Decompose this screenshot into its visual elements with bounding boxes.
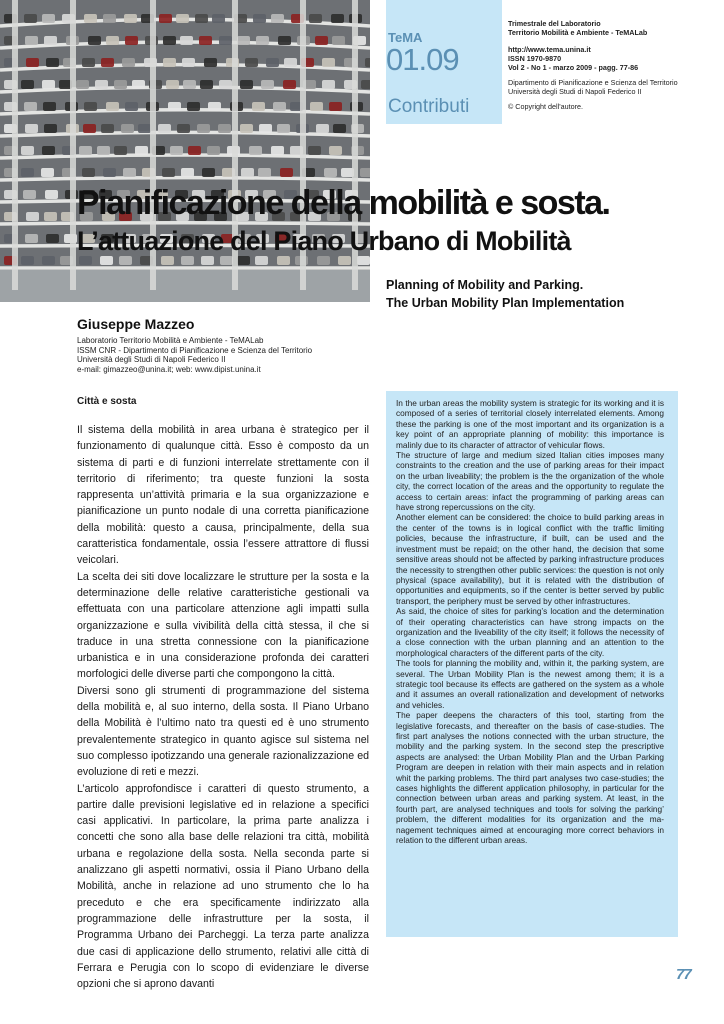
author-name: Giuseppe Mazzeo bbox=[77, 316, 195, 332]
english-abstract-box bbox=[386, 391, 678, 937]
affiliation-line3: Università degli Studi di Napoli Federico II bbox=[77, 355, 226, 364]
english-title-line2: The Urban Mobility Plan Implementation bbox=[386, 296, 625, 310]
english-abstract bbox=[396, 398, 664, 845]
journal-dept2: Università degli Studi di Napoli Federico II bbox=[508, 87, 642, 96]
journal-info-line2: Territorio Mobilità e Ambiente - TeMALab bbox=[508, 28, 648, 37]
affiliation-line1: Laboratorio Territorio Mobilità e Ambiente - TeMALab bbox=[77, 336, 264, 345]
english-title bbox=[386, 276, 624, 312]
italian-body bbox=[77, 422, 369, 992]
journal-copyright: © Copyright dell'autore. bbox=[508, 102, 583, 111]
italian-paragraph: Diversi sono gli strumenti di programmazione del sistema della mobilità e, al suo interno, della sosta. Il Piano Urbano della Mobilità è l’ultimo nato tra questi ed è uno strumento prevalentemente strategico in quanto agisce sul sistema nel suo complesso ipotizzando una generale razionalizzazione ed evoluzione di reti e mezzi. bbox=[77, 684, 369, 779]
article-title-line1: Pianificazione della mobilità e sosta. bbox=[77, 184, 610, 222]
italian-column bbox=[77, 396, 369, 992]
page-number: 77 bbox=[676, 966, 691, 983]
journal-masthead bbox=[386, 0, 502, 124]
affiliation-line2: ISSM CNR - Dipartimento di Pianificazione e Scienza del Territorio bbox=[77, 345, 313, 355]
author-contact: e-mail: gimazzeo@unina.it; web: www.dipist.unina.it bbox=[77, 364, 261, 374]
abstract-paragraph: The tools for planning the mobility and, within it, the parking system, are several. The Urban Mobility Plan is the newest among them; it is a strategic tool because its effects are gathered on the system as a whole and it assumes an overall rationalization and development of networks and vehicles. bbox=[396, 658, 664, 710]
article-title-line2: L’attuazione del Piano Urbano di Mobilità bbox=[77, 226, 571, 256]
journal-name: TeMA bbox=[388, 30, 423, 45]
abstract-paragraph: The structure of large and medium sized Italian cities imposes many constraints to the creation and the use of parking areas for their impact on the urban liveability; the problem is the the organization of the whole city, the correct location of the areas and the opportunity to regulate the access to certain areas: infact the programming of parking areas can have strong repercussions on the city. bbox=[396, 450, 664, 513]
journal-url: http://www.tema.unina.it bbox=[508, 45, 591, 54]
english-title-line1: Planning of Mobility and Parking. bbox=[386, 278, 584, 292]
abstract-paragraph: As said, the choice of sites for parking’s location and the determination of their operating characteristics can have strong impacts on the organization and the liveability of the city itself; it follows the necessity of a close connection with the urban planning and an attention to the morphological characters of the different parts of the city. bbox=[396, 606, 664, 658]
journal-issn: ISSN 1970-9870 bbox=[508, 54, 562, 63]
abstract-paragraph: The paper deepens the characters of this tool, starting from the legislative forecasts, and thereafter on the basis of case-studies. The first part analyses the notions connected with the urban structure, the mobility and the parking system. In the second step the prescriptive aspects are analysed: the Urban Mobility Plan and the Urban Parking Program are deepen in relation with their main aspects and in relation whit the parking problems. The third part analyses two case-studies; the cases highlights the different application philosophy, in particular for the connection between urban areas and parking system. At least, in the fourth part, are analysed techniques and tools for solving the parking’ problem, the different modalities for its organization and the ma-nagement techniques aimed at encouraging more correct behaviors in relation to the different urban areas. bbox=[396, 710, 664, 846]
journal-section: Contributi bbox=[388, 96, 470, 117]
author-affiliation bbox=[77, 336, 312, 374]
journal-issue: 01.09 bbox=[386, 42, 459, 77]
journal-info bbox=[508, 19, 718, 111]
journal-dept1: Dipartimento di Pianificazione e Scienza del Territorio bbox=[508, 78, 678, 87]
section-heading: Città e sosta bbox=[77, 396, 137, 407]
italian-paragraph: L’articolo approfondisce i caratteri di questo strumento, a partire dalle previsioni legislative ed in relazione a specifici casi applicativi. In particolare, la prima parte analizza i concetti che sono alla base delle relazioni tra città, mobilità urbana e regolazione della sosta. Nella seconda parte si analizzano gli aspetti normativi, ossia il Piano Urbano della Mobilità, anche in relazione ad uno strumento che lo ha preceduto e che era specificamente indirizzato alla programmazione delle infrastrutture per la sosta, il Programma Urbano dei Parcheggi. La terza parte analizza due casi di applicazione dello strumento, relativi alle città di Ferrara e Perugia con lo scopo di evidenziare le diverse opzioni che si aprono davanti bbox=[77, 782, 369, 991]
abstract-paragraph: Another element can be considered: the choice to build parking areas in the center of the towns is in logical conflict with the traffic limiting policies, because the infrastructure, if built, can be used and the investment must be repaid; on the other hand, the decision that some sensitive areas should not be affected by parking infrastructure produces the necessity to strengthen other public services: the question is not only physical (space availability), but it is related with the distribution of opportunities and equipments, so if the center is better served by public transport, the periphery must be served by other infrastructures. bbox=[396, 512, 664, 606]
italian-paragraph: La scelta dei siti dove localizzare le strutture per la sosta e la determinazione delle relative caratteristiche gestionali va effettuata con una particolare attenzione agli impatti sulla organizzazione e sulla vivibilità della città stessa, il che si traduce in una stretta connessione con la pianificazione urbanistica e in una considerazione profonda dei caratteri morfologici delle diverse parti che compongono la città. bbox=[77, 570, 369, 681]
journal-volume: Vol 2 - No 1 - marzo 2009 - pagg. 77-86 bbox=[508, 63, 639, 72]
abstract-paragraph: In the urban areas the mobility system is strategic for its working and it is composed of a series of territorial closely interrelated elements. Among these the parking is one of the most important and its organization is a key point of an appropriate planning of mobility: this importance is malinly due to its character of attractor of vehicular flows. bbox=[396, 398, 664, 450]
italian-paragraph: Il sistema della mobilità in area urbana è strategico per il funzionamento di qualunque città. Esso è composto da un sistema di parti e di funzioni interrelate strettamente con il territorio di riferimento; tra queste funzioni la sosta rappresenta un’attività primaria e la sua organizzazione e pianificazione un punto nodale di una corretta pianificazione della mobilità: questo a causa, principalmente, della sua caratteristica fondamentale, ossia l’essere attrattore di flussi veicolari. bbox=[77, 424, 369, 567]
journal-info-line1: Trimestrale del Laboratorio bbox=[508, 19, 601, 28]
